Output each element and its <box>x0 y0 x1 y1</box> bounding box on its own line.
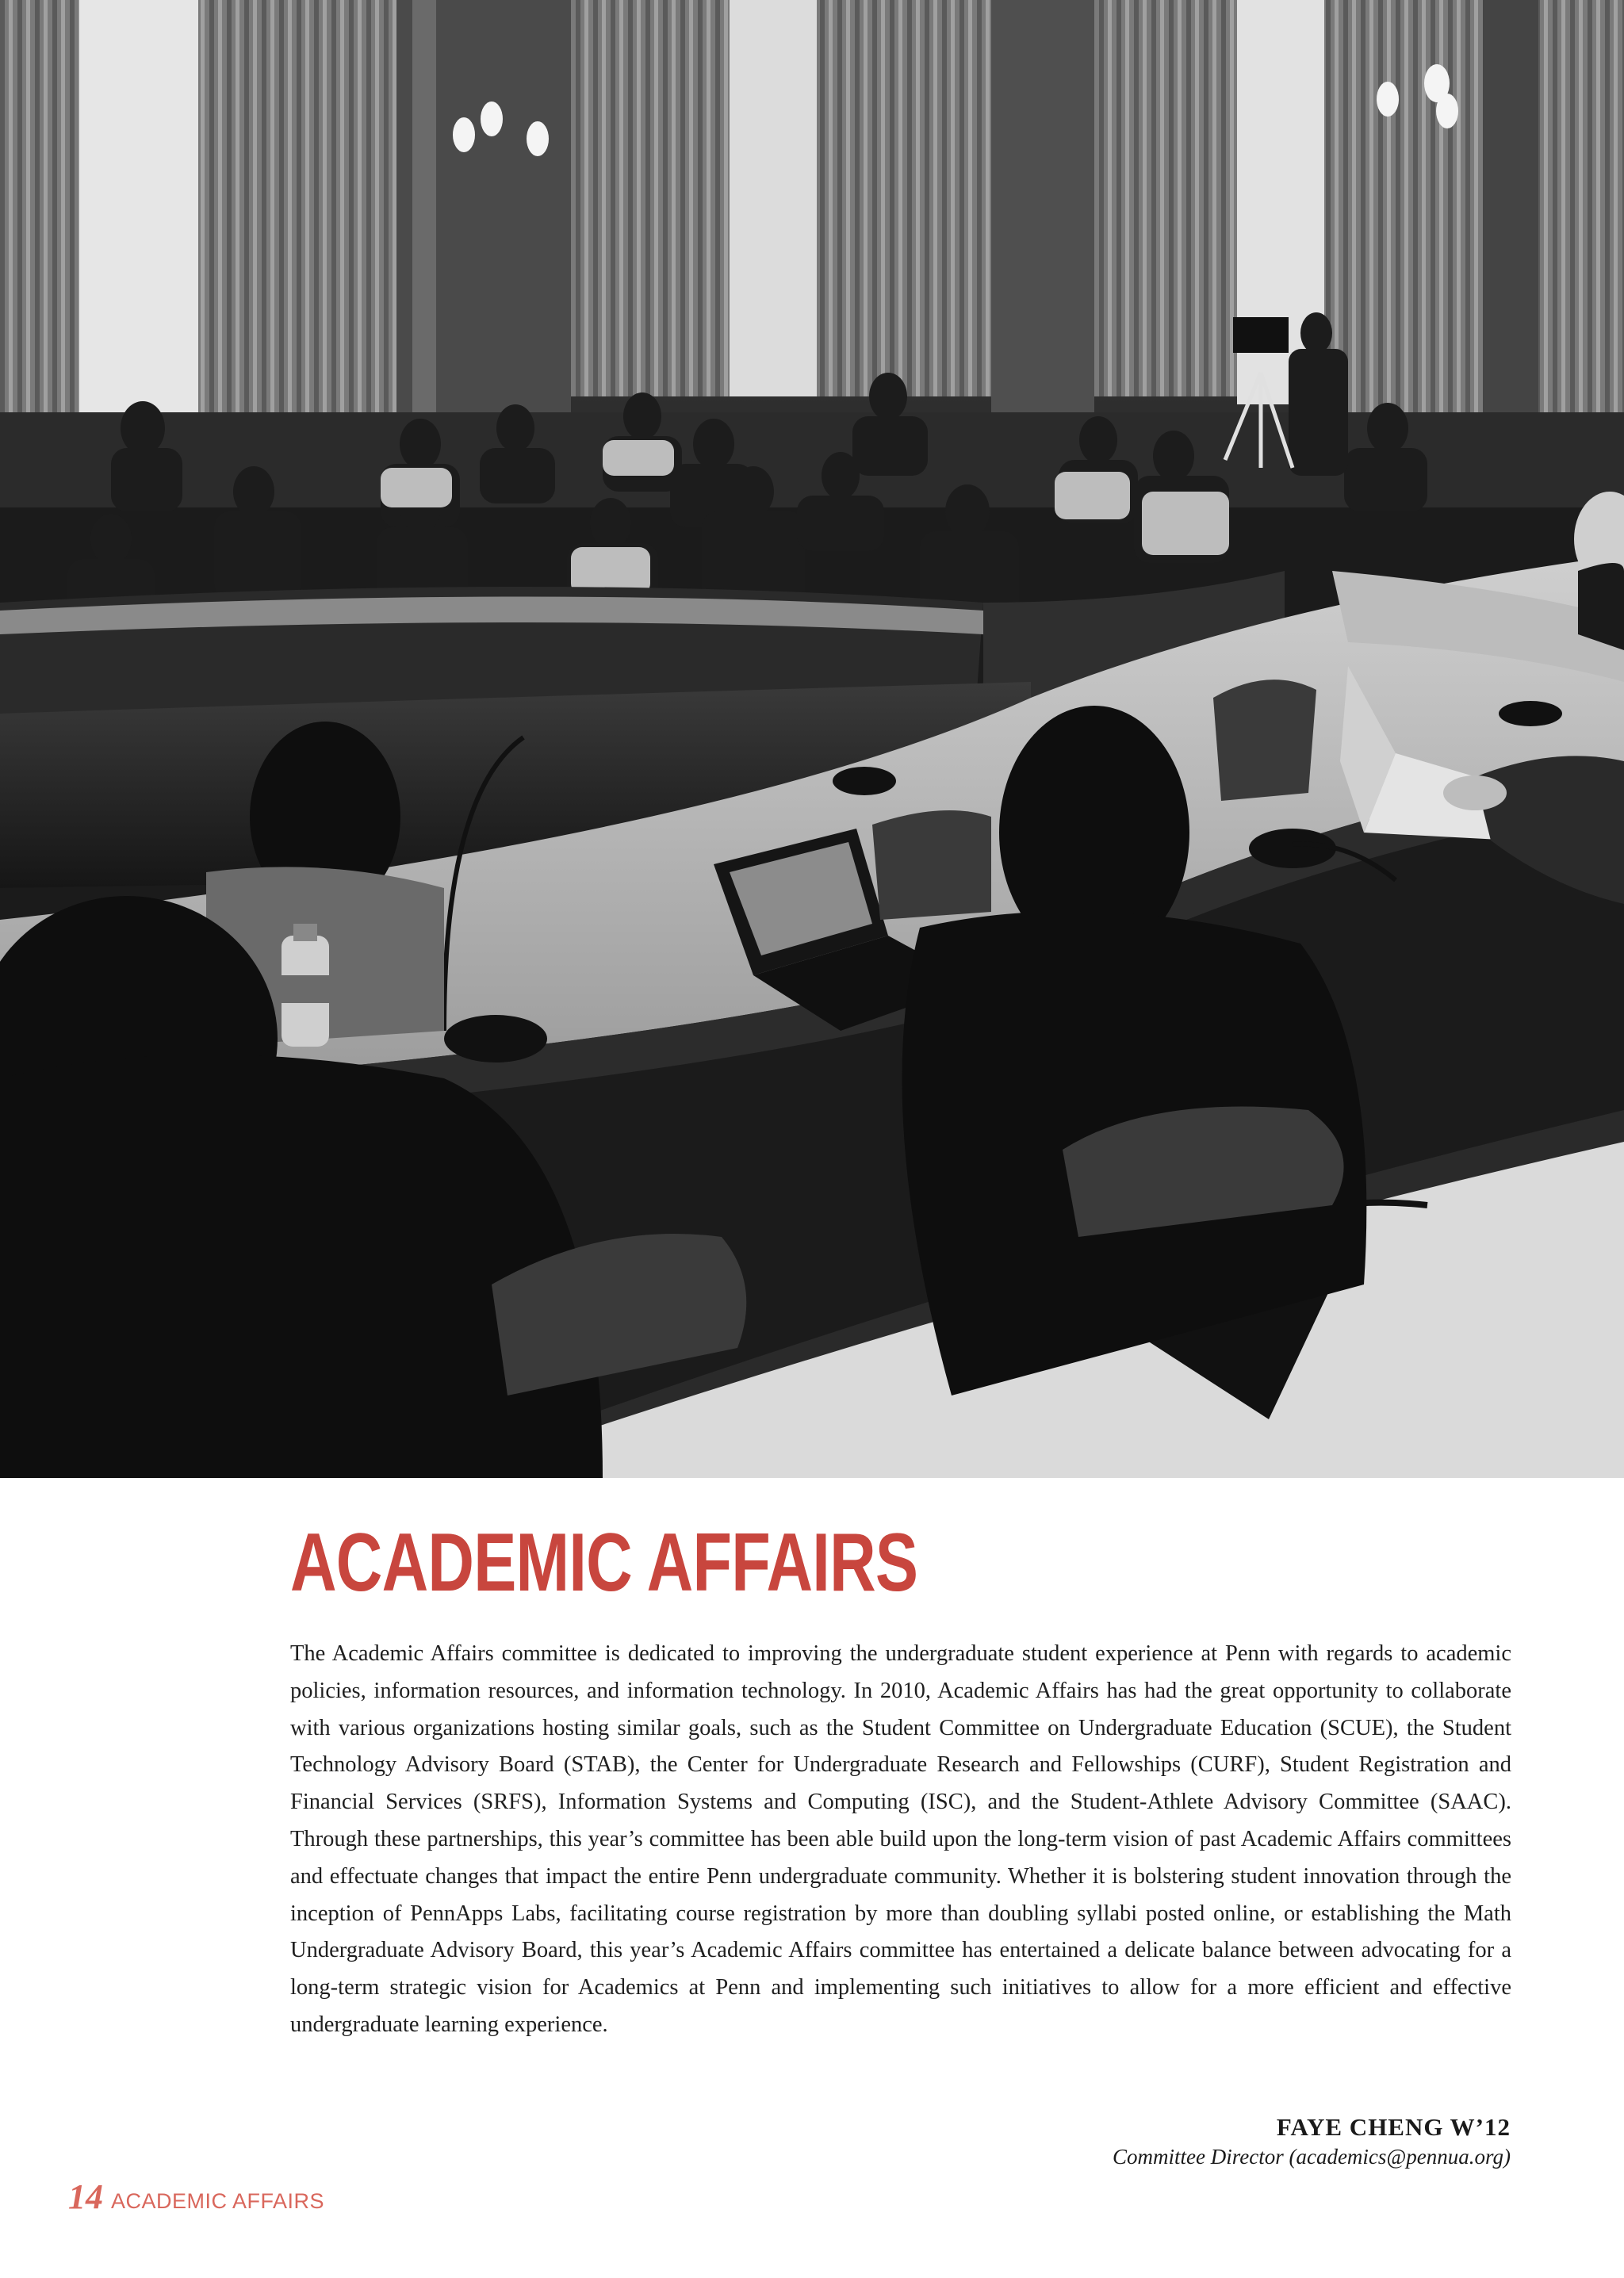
author-role: Committee Director (academics@pennua.org) <box>1113 2145 1511 2169</box>
page-number: 14 <box>68 2177 103 2216</box>
article-heading: ACADEMIC AFFAIRS <box>290 1517 918 1609</box>
article-body: The Academic Affairs committee is dedicated to improving the undergraduate student experience at Penn with regards to academic policies, information resources, and information technology. In 2010, Academic Affairs has had the great opportunity to collaborate with various organizations hosting similar goals, such as the Student Committee on Undergraduate Education (SCUE), the Student Technology Advisory Board (STAB), the Center for Undergraduate Research and Fellowships (CURF), Student Registration and Financial Services (SRFS), Information Systems and Computing (ISC), and the Student-Athlete Advisory Committee (SAAC). Through these partnerships, this year’s committee has been able build upon the long-term vision of past Academic Affairs committees and effectuate changes that impact the entire Penn undergraduate community. Whether it is bolstering student innovation through the inception of PennApps Labs, facilitating course registration by more than doubling syllabi posted online, or establishing the Math Undergraduate Advisory Board, this year’s Academic Affairs committee has entertained a delicate balance between advocating for a long-term strategic vision for Academics at Penn and implementing such initiatives to allow for a more efficient and effective undergraduate learning experience. <box>290 1641 1511 2037</box>
author-name: FAYE CHENG W’12 <box>1276 2113 1511 2141</box>
footer-section-name: ACADEMIC AFFAIRS <box>111 2189 325 2213</box>
page-footer <box>68 2177 324 2217</box>
